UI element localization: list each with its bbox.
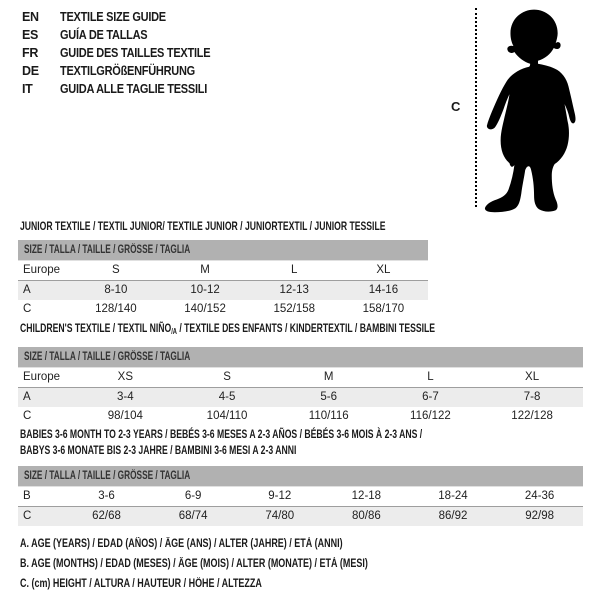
table-cell: 3-6 [98, 490, 115, 502]
table-row-age [18, 388, 583, 407]
table-cell: 12-13 [279, 284, 309, 296]
table-cell: 6-9 [184, 490, 202, 502]
table-cell: M [200, 264, 210, 276]
table-cell: 24-36 [524, 490, 555, 502]
height-label: C [451, 99, 461, 114]
size-header-label: SIZE / TALLA / TAILLE / GRÖSSE / TAGLIA [24, 470, 191, 482]
children-title-pre: CHILDREN'S TEXTILE / TEXTIL NIÑO [20, 321, 172, 335]
size-header-bar [18, 347, 583, 367]
table-cell: 116/122 [410, 410, 451, 422]
table-row-sizes [18, 367, 583, 388]
language-title: TEXTILE SIZE GUIDE [60, 10, 166, 24]
table-cell: S [112, 264, 120, 276]
table-cell: C [23, 510, 32, 522]
junior-size-table [18, 240, 428, 319]
table-cell: 98/104 [107, 410, 143, 422]
table-row-height [18, 300, 428, 319]
baby-figure-area [0, 0, 600, 215]
language-code: IT [22, 82, 33, 96]
table-cell: C [23, 303, 32, 315]
size-header-label: SIZE / TALLA / TAILLE / GRÖSSE / TAGLIA [24, 351, 191, 363]
babies-title-line2: BABYS 3-6 MONATE BIS 2-3 JAHRE / BAMBINI 3-6 MESI A 2-3 ANNI [20, 443, 297, 457]
table-cell: 68/74 [178, 510, 208, 522]
table-cell: 5-6 [320, 391, 338, 403]
table-cell: XS [117, 371, 134, 383]
language-title: GUÍA DE TALLAS [60, 28, 148, 42]
table-cell: Europe [23, 371, 61, 383]
table-cell: A [23, 284, 31, 296]
table-cell: 14-16 [368, 284, 399, 296]
babies-size-table [18, 466, 583, 526]
babies-section-title [20, 426, 422, 458]
children-section-title [20, 320, 435, 340]
junior-section-title: JUNIOR TEXTILE / TEXTIL JUNIOR/ TEXTILE JUNIOR / JUNIORTEXTIL / JUNIOR TESSILE [20, 219, 386, 233]
table-cell: 92/98 [525, 510, 555, 522]
language-code: ES [22, 28, 39, 42]
table-cell: C [23, 410, 32, 422]
table-cell: 3-4 [117, 391, 134, 403]
table-cell: 128/140 [95, 303, 137, 315]
height-measure-dotted-line [475, 8, 477, 207]
babies-title-line1: BABIES 3-6 MONTH TO 2-3 YEARS / BEBÉS 3-6 MESES A 2-3 AÑOS / BÉBÉS 3-6 MOIS À 2-3 ANS / [20, 427, 423, 441]
note-age-years: A. AGE (YEARS) / EDAD (AÑOS) / ÂGE (ANS) / ALTER (JAHRE) / ETÀ (ANNI) [20, 538, 343, 550]
language-code: DE [22, 64, 39, 78]
table-cell: A [23, 391, 31, 403]
baby-silhouette-icon [479, 3, 597, 213]
language-code: EN [22, 10, 39, 24]
table-cell: 62/68 [92, 510, 121, 522]
table-cell: L [427, 371, 434, 383]
table-cell: 12-18 [351, 490, 382, 502]
table-row-height [18, 407, 583, 426]
language-code: FR [22, 46, 39, 60]
table-cell: 18-24 [438, 490, 468, 502]
size-header-bar [18, 466, 583, 486]
table-cell: 6-7 [422, 391, 439, 403]
note-height: C. (cm) HEIGHT / ALTURA / HAUTEUR / HÖHE / ALTEZZA [20, 578, 262, 590]
table-cell: 4-5 [218, 391, 236, 403]
table-cell: 110/116 [308, 410, 349, 422]
language-title: TEXTILGRÖßENFÜHRUNG [60, 64, 195, 78]
table-cell: M [323, 371, 334, 383]
table-cell: 104/110 [206, 410, 248, 422]
table-cell: XL [525, 371, 540, 383]
table-cell: L [291, 264, 298, 276]
table-cell: 7-8 [523, 391, 541, 403]
table-row-age [18, 281, 428, 300]
table-cell: 80/86 [351, 510, 381, 522]
table-cell: B [23, 490, 31, 502]
table-cell: 140/152 [184, 303, 226, 315]
legend-notes [20, 534, 466, 594]
table-row-age-months [18, 486, 583, 507]
table-cell: Europe [23, 264, 61, 276]
children-size-table [18, 347, 583, 426]
table-cell: 74/80 [265, 510, 295, 522]
table-cell: 122/128 [511, 410, 553, 422]
language-title: GUIDA ALLE TAGLIE TESSILI [60, 82, 208, 96]
table-cell: 10-12 [190, 284, 220, 296]
children-title-sub: /A [171, 327, 177, 336]
table-row-height [18, 507, 583, 526]
table-row-sizes [18, 260, 428, 281]
table-cell: XL [376, 264, 391, 276]
table-cell: 8-10 [104, 284, 128, 296]
size-header-label: SIZE / TALLA / TAILLE / GRÖSSE / TAGLIA [24, 244, 191, 256]
table-cell: S [223, 371, 231, 383]
table-cell: 158/170 [362, 303, 405, 315]
table-cell: 86/92 [438, 510, 468, 522]
table-cell: 9-12 [268, 490, 292, 502]
size-header-bar [18, 240, 428, 260]
note-age-months: B. AGE (MONTHS) / EDAD (MESES) / ÂGE (MOIS) / ALTER (MONATE) / ETÀ (MESI) [20, 558, 368, 570]
language-title: GUIDE DES TAILLES TEXTILE [60, 46, 211, 60]
children-title-post: / TEXTILE DES ENFANTS / KINDERTEXTIL / BAMBINI TESSILE [176, 321, 436, 335]
table-cell: 152/158 [273, 303, 316, 315]
